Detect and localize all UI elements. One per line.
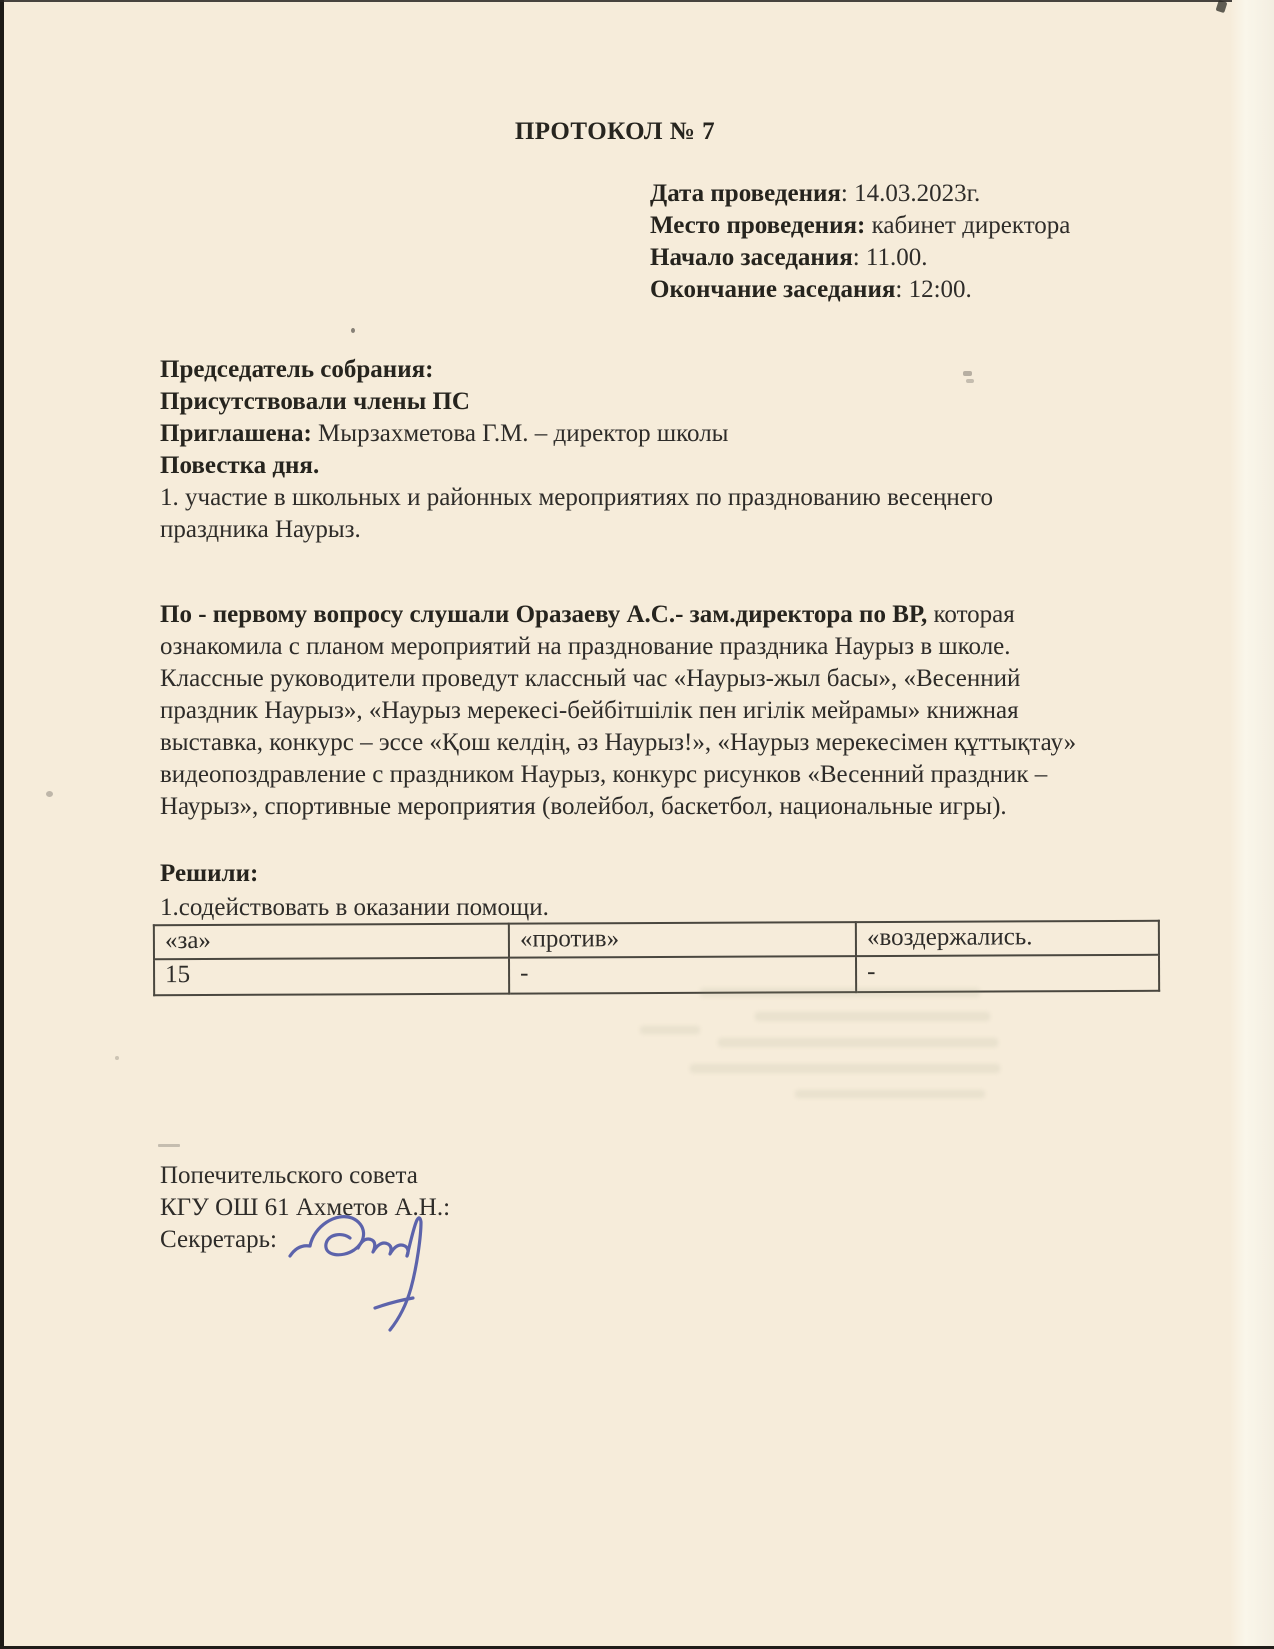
vote-abstained-value: - [856, 955, 1159, 992]
reverse-side-bleedthrough [755, 1012, 990, 1021]
reverse-side-bleedthrough [795, 1090, 985, 1098]
meta-value: : 14.03.2023г. [840, 180, 981, 207]
secretary-signature-ink [280, 1188, 440, 1338]
agenda-item: 1. участие в школьных и районных мероприятиях по празднованию весеңнего праздника Наурыз. [160, 484, 993, 543]
attendees-line: Присутствовали члены ПС [160, 388, 470, 415]
meta-label: Место проведения: [650, 212, 866, 239]
meta-label: Дата проведения [650, 180, 841, 207]
invited-line: Приглашена: Мырзахметова Г.М. – директор школы [160, 420, 729, 447]
scan-edge-left [0, 0, 4, 1649]
ink-speck [115, 1056, 119, 1060]
meta-value: : 12:00. [895, 276, 972, 303]
vote-header-abstained: «воздержались. [856, 921, 1159, 956]
participants-block [160, 354, 1120, 546]
meta-label: Начало заседания [650, 244, 853, 271]
secretary-line: Секретарь: [160, 1226, 277, 1253]
scan-edge-top [0, 0, 1232, 2]
reverse-side-bleedthrough [718, 1038, 998, 1047]
body-text: которая ознакомила с планом мероприятий на празднование праздника Наурыз в школе. Классные руководители проведут классный час «Наурыз-жыл басы», «Весенний праздник Наурыз», «Наурыз мерекесі-бейбітшілік пен игілік мейрамы» книжная выставка, конкурс – эссе «Қош келдің, әз Наурыз!», «Наурыз мерекесімен құттықтау» видеопоздравление с праздником Наурыз, конкурс рисунков «Весенний праздник – Наурыз», спортивные мероприятия (волейбол, баскетбол, национальные игры). [160, 601, 1077, 820]
decision-heading: Решили: [160, 860, 259, 887]
meta-line-end [650, 274, 1070, 306]
ink-speck [963, 371, 972, 376]
decision-item: 1.содействовать в оказании помощи. [160, 894, 549, 921]
meta-line-start [650, 242, 1070, 274]
meta-line-place [650, 210, 1070, 242]
pencil-dash-artifact [158, 1144, 180, 1147]
speaker-bold-lead: По - первому вопросу слушали Оразаеву А.С.- зам.директора по ВР, [160, 601, 928, 628]
meta-value: : 11.00. [852, 244, 928, 271]
meta-block [650, 178, 1070, 306]
reverse-side-bleedthrough [690, 1064, 1000, 1073]
reverse-side-bleedthrough [640, 1026, 700, 1034]
vote-table-value-row [154, 955, 1159, 995]
reverse-side-bleedthrough [700, 988, 980, 997]
vote-table [153, 920, 1160, 996]
trustee-council-line: Попечительского совета [160, 1162, 418, 1189]
meta-label: Окончание заседания [650, 276, 896, 303]
document-title: ПРОТОКОЛ № 7 [514, 118, 716, 145]
vote-table-header-row [154, 921, 1159, 959]
school-chairman-line: КГУ ОШ 61 Ахметов А.Н.: [160, 1194, 451, 1221]
scan-edge-right [1230, 0, 1274, 1649]
vote-for-value: 15 [154, 958, 509, 996]
meta-value: кабинет директора [865, 212, 1071, 239]
vote-header-for: «за» [154, 924, 509, 960]
vote-header-against: «против» [509, 922, 856, 958]
meta-line-date [650, 178, 1070, 210]
ink-speck [46, 791, 53, 797]
vote-against-value: - [509, 956, 856, 994]
ink-speck [351, 328, 355, 333]
agenda-heading: Повестка дня. [160, 452, 320, 479]
body-paragraph [160, 599, 1112, 823]
ink-speck [966, 379, 974, 383]
chairman-line: Председатель собрания: [160, 356, 434, 383]
